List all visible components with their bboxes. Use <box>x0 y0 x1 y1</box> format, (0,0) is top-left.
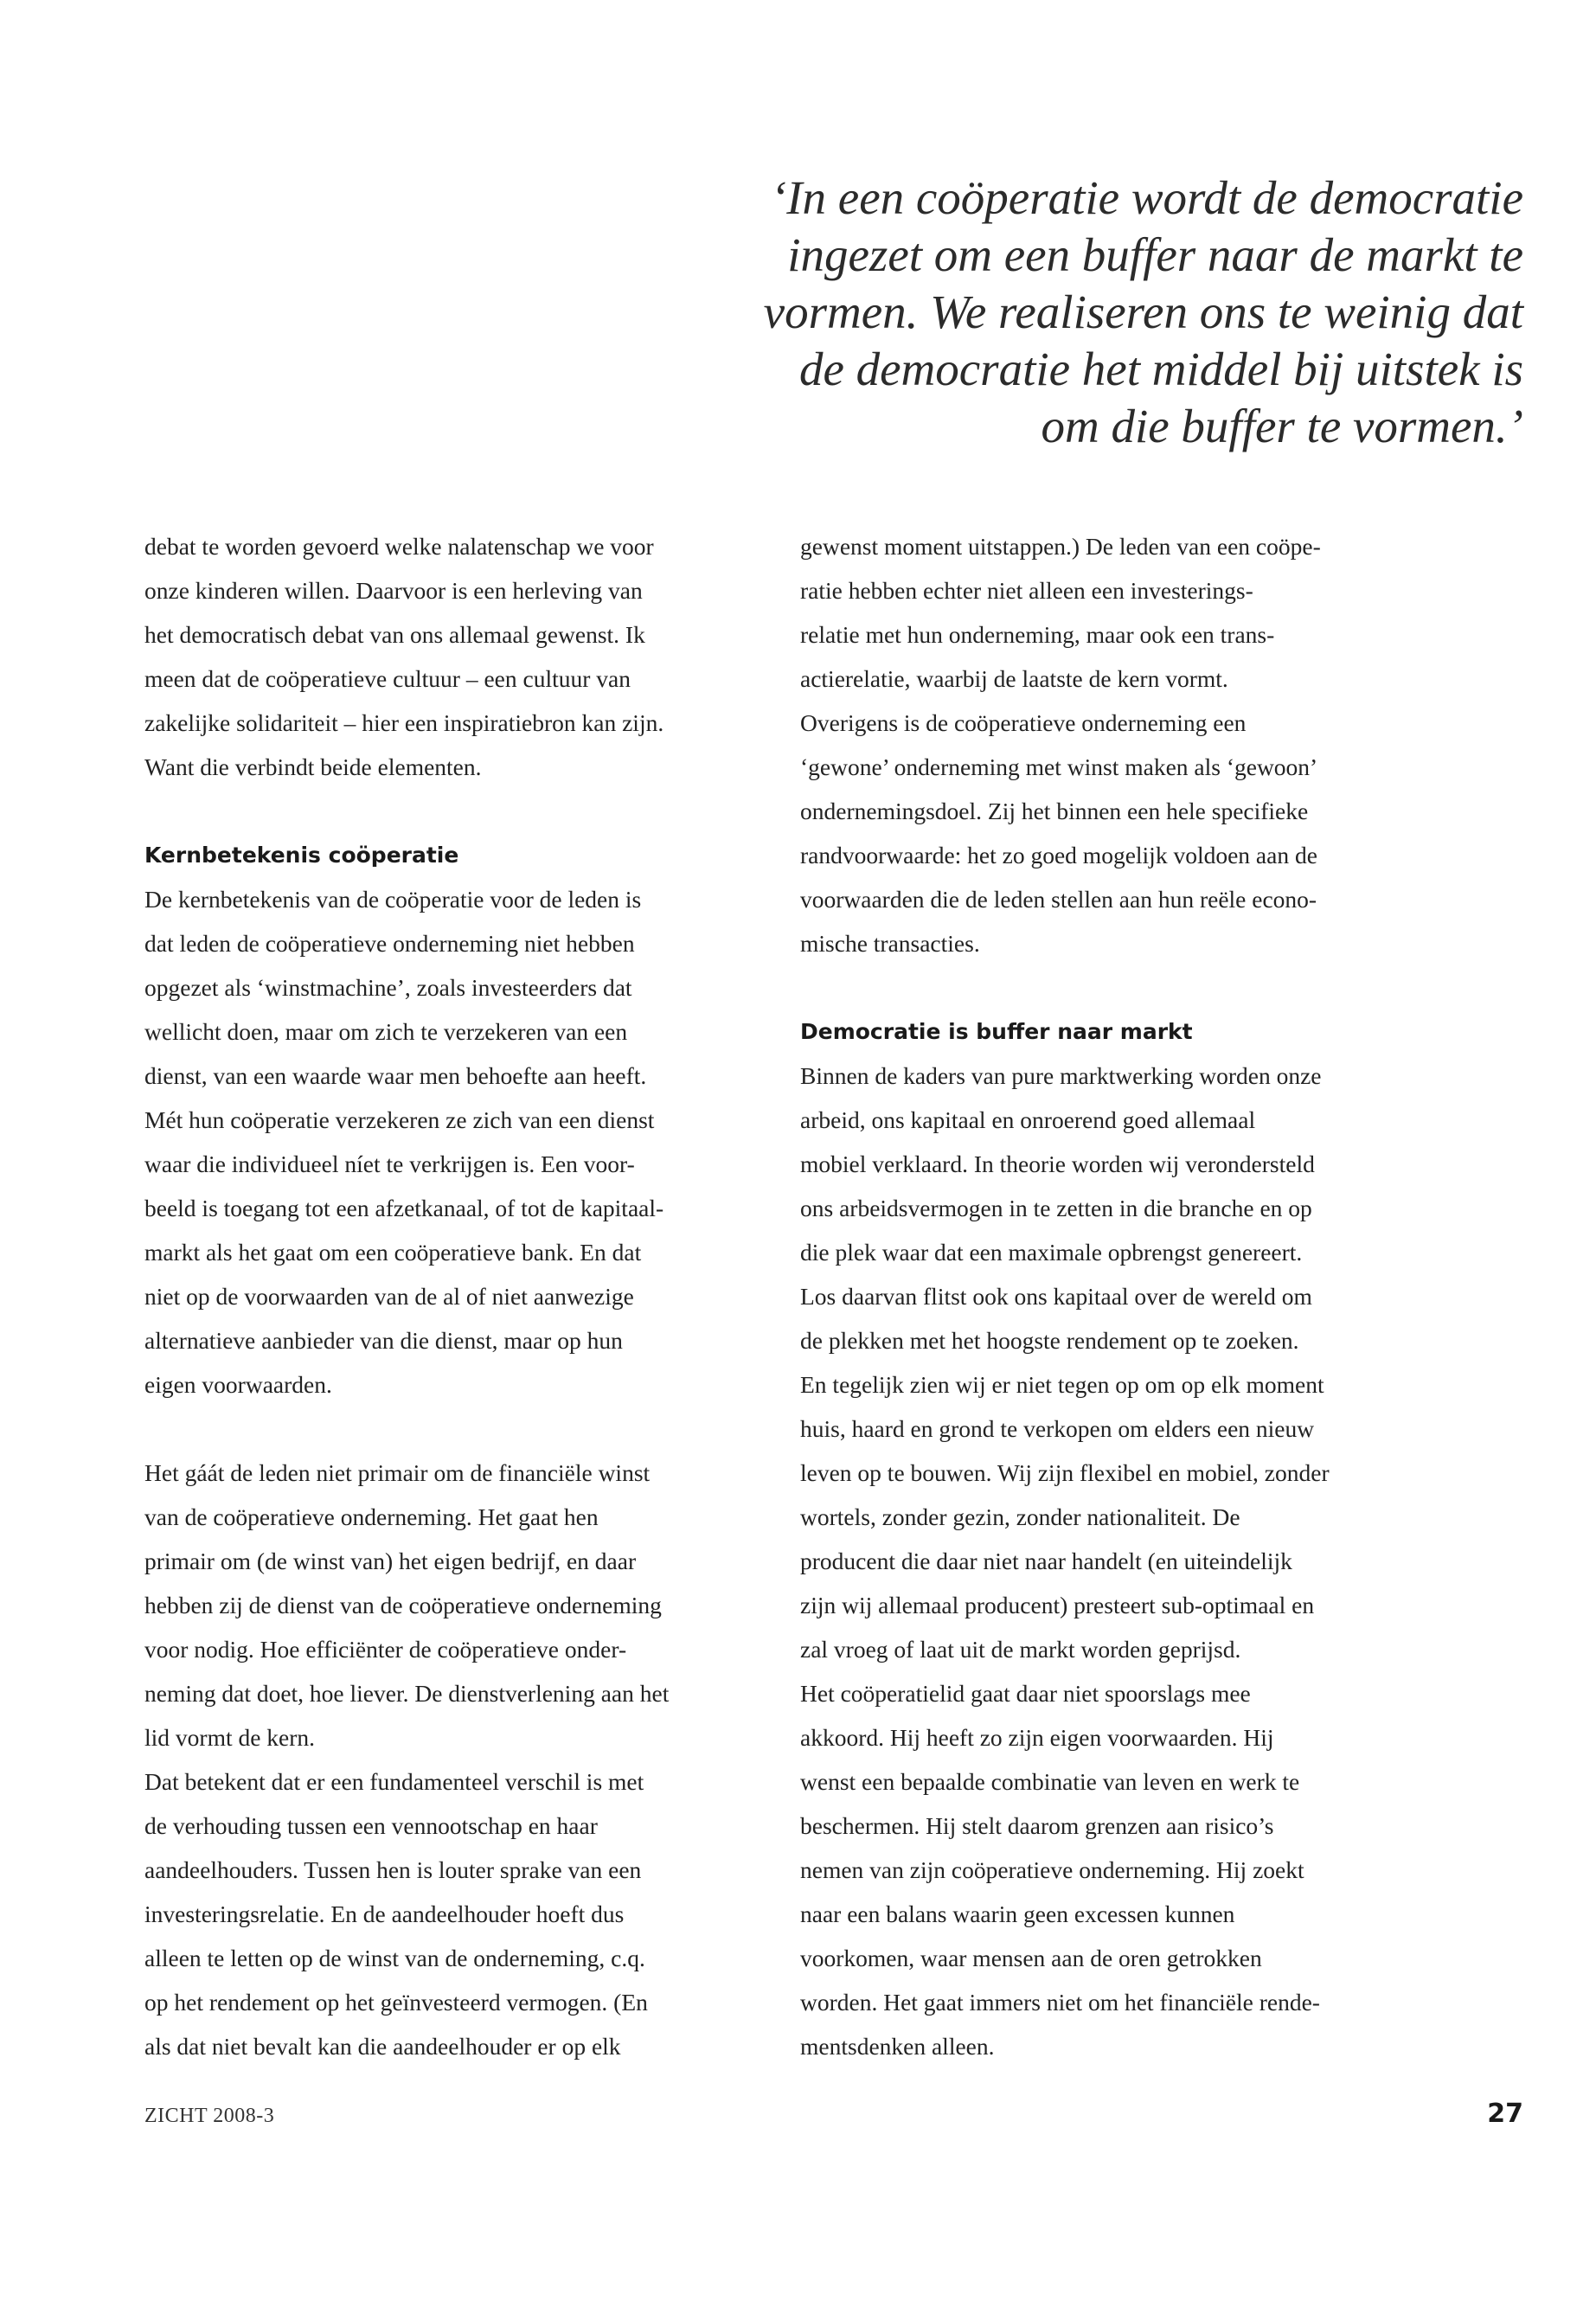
text-line: ondernemingsdoel. Zij het binnen een hele specifieke <box>800 798 1309 824</box>
section-paragraph <box>144 877 750 1407</box>
text-line: dienst, van een waarde waar men behoefte aan heeft. <box>144 1062 647 1089</box>
text-line: arbeid, ons kapitaal en onroerend goed allemaal <box>800 1106 1256 1133</box>
text-line: relatie met hun onderneming, maar ook een trans- <box>800 621 1275 648</box>
text-line: de plekken met het hoogste rendement op te zoeken. <box>800 1327 1299 1354</box>
paragraph-gap <box>800 965 1406 1009</box>
text-line: En tegelijk zien wij er niet tegen op om op elk moment <box>800 1371 1324 1398</box>
body-paragraph <box>144 1451 750 1759</box>
intro-paragraph <box>144 524 750 789</box>
text-line: ons arbeidsvermogen in te zetten in die branche en op <box>800 1195 1312 1221</box>
text-line: alleen te letten op de winst van de onderneming, c.q. <box>144 1945 645 1971</box>
text-line: als dat niet bevalt kan die aandeelhouder er op elk <box>144 2033 621 2060</box>
text-line: ratie hebben echter niet alleen een investerings- <box>800 577 1253 604</box>
text-line: Overigens is de coöperatieve onderneming een <box>800 709 1247 736</box>
text-line: gewenst moment uitstappen.) De leden van een coöpe- <box>800 533 1321 560</box>
text-line: dat leden de coöperatieve onderneming niet hebben <box>144 930 635 957</box>
text-line: Want die verbindt beide elementen. <box>144 753 482 780</box>
section-paragraph <box>800 1054 1406 1671</box>
text-line: alternatieve aanbieder van die dienst, maar op hun <box>144 1327 623 1354</box>
text-line: De kernbetekenis van de coöperatie voor de leden is <box>144 886 642 913</box>
paragraph-gap <box>144 789 750 833</box>
text-line: actierelatie, waarbij de laatste de kern vormt. <box>800 665 1228 692</box>
pull-quote-line: ‘In een coöperatie wordt de democratie <box>770 171 1523 224</box>
text-line: markt als het gaat om een coöperatieve bank. En dat <box>144 1239 642 1266</box>
body-paragraph <box>144 1759 750 2068</box>
text-line: investeringsrelatie. En de aandeelhouder hoeft dus <box>144 1900 625 1927</box>
text-line: waar die individueel níet te verkrijgen is. Een voor- <box>144 1150 635 1177</box>
text-line: worden. Het gaat immers niet om het financiële rende- <box>800 1989 1320 2016</box>
section-heading-democratie: Democratie is buffer naar markt <box>800 1019 1193 1044</box>
text-line: beschermen. Hij stelt daarom grenzen aan risico’s <box>800 1812 1274 1839</box>
text-line: Het coöperatielid gaat daar niet spoorslags mee <box>800 1680 1251 1707</box>
text-line: naar een balans waarin geen excessen kunnen <box>800 1900 1235 1927</box>
text-line: van de coöperatieve onderneming. Het gaat hen <box>144 1503 599 1530</box>
text-line: beeld is toegang tot een afzetkanaal, of tot de kapitaal- <box>144 1195 664 1221</box>
pull-quote <box>745 170 1523 455</box>
text-line: hebben zij de dienst van de coöperatieve onderneming <box>144 1592 662 1618</box>
text-line: huis, haard en grond te verkopen om elders een nieuw <box>800 1415 1315 1442</box>
section-heading-kernbetekenis: Kernbetekenis coöperatie <box>144 843 459 868</box>
text-line: Binnen de kaders van pure marktwerking worden onze <box>800 1062 1322 1089</box>
text-line: de verhouding tussen een vennootschap en haar <box>144 1812 598 1839</box>
pull-quote-line: ingezet om een buffer naar de markt te <box>787 228 1523 281</box>
text-line: zijn wij allemaal producent) presteert sub-optimaal en <box>800 1592 1315 1618</box>
text-line: onze kinderen willen. Daarvoor is een herleving van <box>144 577 643 604</box>
text-line: lid vormt de kern. <box>144 1724 316 1751</box>
body-paragraph <box>800 1671 1406 2068</box>
pull-quote-line: de democratie het middel bij uitstek is <box>798 343 1523 395</box>
text-line: opgezet als ‘winstmachine’, zoals investeerders dat <box>144 974 632 1001</box>
right-column <box>800 524 1406 2068</box>
text-line: zal vroeg of laat uit de markt worden geprijsd. <box>800 1636 1241 1663</box>
text-line: debat te worden gevoerd welke nalatenschap we voor <box>144 533 654 560</box>
publication-footer: ZICHT 2008-3 <box>144 2105 275 2127</box>
text-line: nemen van zijn coöperatieve onderneming. Hij zoekt <box>800 1856 1304 1883</box>
text-line: op het rendement op het geïnvesteerd vermogen. (En <box>144 1989 648 2016</box>
paragraph-gap <box>144 1407 750 1451</box>
text-line: Mét hun coöperatie verzekeren ze zich van een dienst <box>144 1106 655 1133</box>
text-line: akkoord. Hij heeft zo zijn eigen voorwaarden. Hij <box>800 1724 1274 1751</box>
text-line: die plek waar dat een maximale opbrengst genereert. <box>800 1239 1303 1266</box>
pull-quote-line: om die buffer te vormen.’ <box>1041 400 1523 452</box>
text-line: mobiel verklaard. In theorie worden wij verondersteld <box>800 1150 1315 1177</box>
text-line: neming dat doet, hoe liever. De dienstverlening aan het <box>144 1680 670 1707</box>
text-line: het democratisch debat van ons allemaal gewenst. Ik <box>144 621 645 648</box>
text-line: eigen voorwaarden. <box>144 1371 332 1398</box>
text-line: voorwaarden die de leden stellen aan hun reële econo- <box>800 886 1317 913</box>
text-line: wellicht doen, maar om zich te verzekeren van een <box>144 1018 628 1045</box>
text-line: wenst een bepaalde combinatie van leven en werk te <box>800 1768 1300 1795</box>
text-line: Het gáát de leden niet primair om de financiële winst <box>144 1459 651 1486</box>
text-line: meen dat de coöperatieve cultuur – een cultuur van <box>144 665 631 692</box>
text-line: mentsdenken alleen. <box>800 2033 995 2060</box>
text-line: randvoorwaarde: het zo goed mogelijk voldoen aan de <box>800 842 1317 868</box>
text-line: primair om (de winst van) het eigen bedrijf, en daar <box>144 1548 637 1574</box>
text-line: wortels, zonder gezin, zonder nationaliteit. De <box>800 1503 1240 1530</box>
page-number: 27 <box>1487 2099 1523 2129</box>
text-line: mische transacties. <box>800 930 980 957</box>
left-column <box>144 524 750 2068</box>
text-line: leven op te bouwen. Wij zijn flexibel en mobiel, zonder <box>800 1459 1330 1486</box>
intro-paragraph <box>800 524 1406 965</box>
text-line: voorkomen, waar mensen aan de oren getrokken <box>800 1945 1262 1971</box>
text-line: producent die daar niet naar handelt (en uiteindelijk <box>800 1548 1292 1574</box>
text-line: ‘gewone’ onderneming met winst maken als ‘gewoon’ <box>800 753 1318 780</box>
text-line: Dat betekent dat er een fundamenteel verschil is met <box>144 1768 644 1795</box>
text-line: Los daarvan flitst ook ons kapitaal over de wereld om <box>800 1283 1312 1310</box>
pull-quote-line: vormen. We realiseren ons te weinig dat <box>763 285 1523 338</box>
text-line: voor nodig. Hoe efficiënter de coöperatieve onder- <box>144 1636 627 1663</box>
text-line: aandeelhouders. Tussen hen is louter sprake van een <box>144 1856 642 1883</box>
text-line: zakelijke solidariteit – hier een inspiratiebron kan zijn. <box>144 709 664 736</box>
text-line: niet op de voorwaarden van de al of niet aanwezige <box>144 1283 634 1310</box>
